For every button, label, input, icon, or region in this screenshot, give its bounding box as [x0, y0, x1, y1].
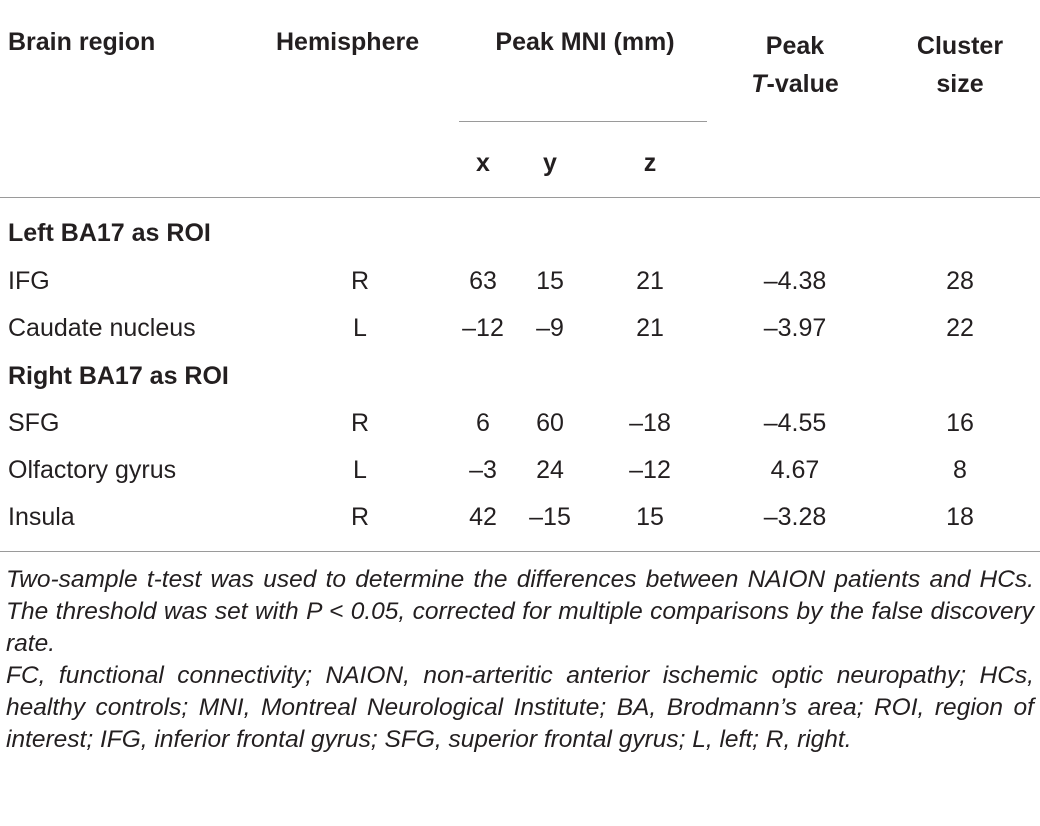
- cell-z: 21: [636, 314, 664, 342]
- header-cluster-line2: size: [936, 70, 984, 98]
- header-y: y: [543, 149, 557, 177]
- header-hemisphere: Hemisphere: [276, 28, 420, 56]
- cell-hemisphere: R: [350, 409, 370, 437]
- cell-y: –15: [529, 503, 571, 531]
- header-peak-t-italic: T: [751, 70, 767, 98]
- cell-t-value: 4.67: [770, 456, 820, 484]
- cell-x: 6: [476, 409, 490, 437]
- header-x: x: [476, 149, 490, 177]
- cell-cluster-size: 22: [946, 314, 974, 342]
- cell-cluster-size: 16: [946, 409, 974, 437]
- cell-z: 15: [636, 503, 664, 531]
- cell-y: 60: [536, 409, 564, 437]
- header-bottom-rule: [0, 197, 1040, 198]
- peak-mni-underline: [459, 121, 707, 122]
- header-z: z: [643, 149, 657, 177]
- cell-cluster-size: 18: [946, 503, 974, 531]
- cell-x: 63: [469, 267, 497, 295]
- cell-region: Insula: [8, 503, 75, 531]
- header-peak-t-line1: Peak: [765, 32, 825, 60]
- table-footnotes: [6, 564, 1034, 756]
- cell-x: 42: [469, 503, 497, 531]
- section-title: Right BA17 as ROI: [8, 362, 229, 390]
- cell-z: –12: [629, 456, 671, 484]
- cell-hemisphere: R: [350, 503, 370, 531]
- header-cluster-line1: Cluster: [916, 32, 1004, 60]
- header-peak-mni: Peak MNI (mm): [495, 28, 675, 56]
- cell-region: Olfactory gyrus: [8, 456, 177, 484]
- cell-x: –3: [469, 456, 497, 484]
- cell-y: –9: [536, 314, 564, 342]
- cell-y: 24: [536, 456, 564, 484]
- table-bottom-rule: [0, 551, 1040, 552]
- cell-hemisphere: R: [350, 267, 370, 295]
- section-title: Left BA17 as ROI: [8, 219, 211, 247]
- cell-cluster-size: 28: [946, 267, 974, 295]
- cell-t-value: –4.55: [763, 409, 827, 437]
- cell-z: –18: [629, 409, 671, 437]
- header-brain-region: Brain region: [8, 28, 156, 56]
- cell-cluster-size: 8: [953, 456, 967, 484]
- header-cluster-size: [890, 27, 1030, 103]
- cell-x: –12: [462, 314, 504, 342]
- cell-region: IFG: [8, 267, 50, 295]
- cell-hemisphere: L: [353, 456, 367, 484]
- cell-t-value: –3.97: [763, 314, 827, 342]
- cell-t-value: –3.28: [763, 503, 827, 531]
- cell-z: 21: [636, 267, 664, 295]
- cell-region: SFG: [8, 409, 60, 437]
- footnote-abbreviations: FC, functional connectivity; NAION, non-arteritic anterior ischemic optic neuropathy; HCs, healthy controls; MNI, Montreal Neurological Institute; BA, Brodmann’s area; ROI, region of interest; IFG, inferior frontal gyrus; SFG, superior frontal gyrus; L, left; R, right.: [6, 662, 1034, 753]
- cell-y: 15: [536, 267, 564, 295]
- cell-hemisphere: L: [353, 314, 367, 342]
- header-peak-t-line2: -value: [766, 70, 839, 98]
- cell-t-value: –4.38: [763, 267, 827, 295]
- footnote-statistics: Two-sample t-test was used to determine the differences between NAION patients and HCs. The threshold was set with P < 0.05, corrected for multiple comparisons by the false discovery rate.: [6, 566, 1034, 657]
- header-peak-t-value: [720, 27, 870, 103]
- cell-region: Caudate nucleus: [8, 314, 196, 342]
